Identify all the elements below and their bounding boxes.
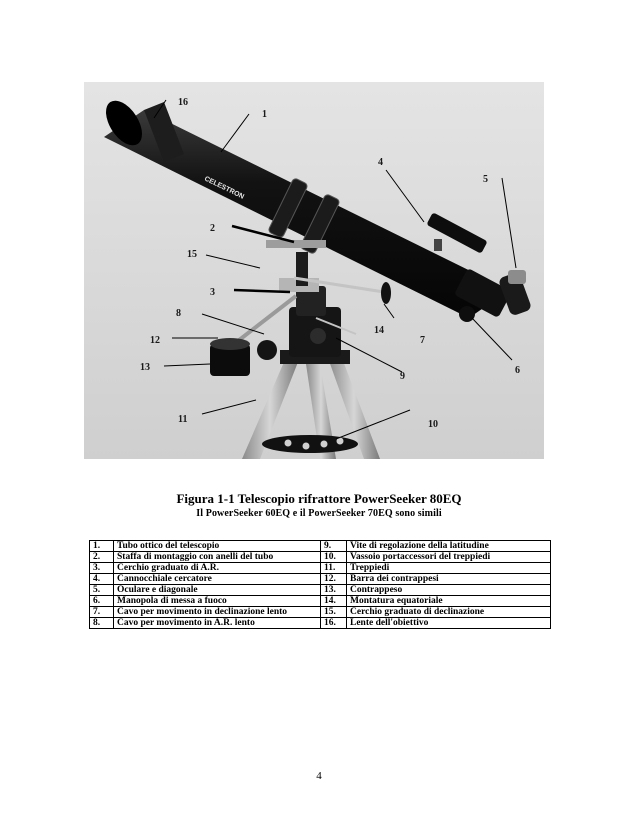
item-number: 13. (321, 585, 347, 596)
item-label: Cavo per movimento in declinazione lento (114, 607, 321, 618)
table-row (90, 563, 551, 574)
item-label: Cerchio graduato di A.R. (114, 563, 321, 574)
telescope-figure (84, 82, 544, 459)
item-label: Cannocchiale cercatore (114, 574, 321, 585)
item-label: Montatura equatoriale (347, 596, 551, 607)
item-number: 5. (90, 585, 114, 596)
table-row (90, 596, 551, 607)
callout-6: 6 (515, 365, 520, 376)
table-row (90, 541, 551, 552)
table-row (90, 574, 551, 585)
item-number: 10. (321, 552, 347, 563)
item-number: 15. (321, 607, 347, 618)
parts-table-body (90, 541, 551, 629)
item-number: 2. (90, 552, 114, 563)
item-number: 4. (90, 574, 114, 585)
table-row (90, 585, 551, 596)
item-label: Barra dei contrappesi (347, 574, 551, 585)
item-label: Staffa di montaggio con anelli del tubo (114, 552, 321, 563)
figure-caption-title: Figura 1-1 Telescopio rifrattore PowerSeeker 80EQ (176, 491, 462, 506)
callout-14: 14 (374, 325, 384, 336)
table-row (90, 618, 551, 629)
callout-7: 7 (420, 335, 425, 346)
callout-16: 16 (178, 97, 188, 108)
table-row (90, 607, 551, 618)
item-number: 1. (90, 541, 114, 552)
item-label: Cavo per movimento in A.R. lento (114, 618, 321, 629)
item-number: 6. (90, 596, 114, 607)
item-label: Vite di regolazione della latitudine (347, 541, 551, 552)
callout-5: 5 (483, 174, 488, 185)
item-number: 7. (90, 607, 114, 618)
callout-9: 9 (400, 371, 405, 382)
callout-2: 2 (210, 223, 215, 234)
brand-label: CELESTRON (203, 175, 245, 201)
item-number: 16. (321, 618, 347, 629)
table-row (90, 552, 551, 563)
callout-15: 15 (187, 249, 197, 260)
item-number: 11. (321, 563, 347, 574)
item-number: 14. (321, 596, 347, 607)
callout-1: 1 (262, 109, 267, 120)
callout-4: 4 (378, 157, 383, 168)
item-label: Lente dell'obiettivo (347, 618, 551, 629)
callout-10: 10 (428, 419, 438, 430)
item-label: Contrappeso (347, 585, 551, 596)
item-label: Vassoio portaccessori del treppiedi (347, 552, 551, 563)
page-number: 4 (316, 770, 322, 782)
parts-table (89, 540, 551, 629)
item-number: 8. (90, 618, 114, 629)
item-number: 12. (321, 574, 347, 585)
item-number: 3. (90, 563, 114, 574)
callout-8: 8 (176, 308, 181, 319)
item-label: Manopola di messa a fuoco (114, 596, 321, 607)
item-number: 9. (321, 541, 347, 552)
callout-12: 12 (150, 335, 160, 346)
callout-11: 11 (178, 414, 188, 425)
item-label: Tubo ottico del telescopio (114, 541, 321, 552)
callout-3: 3 (210, 287, 215, 298)
callout-13: 13 (140, 362, 150, 373)
item-label: Treppiedi (347, 563, 551, 574)
accessory-tray (262, 435, 358, 453)
item-label: Cerchio graduato di declinazione (347, 607, 551, 618)
figure-caption-subtitle: Il PowerSeeker 60EQ e il PowerSeeker 70EQ sono simili (196, 508, 442, 519)
item-label: Oculare e diagonale (114, 585, 321, 596)
